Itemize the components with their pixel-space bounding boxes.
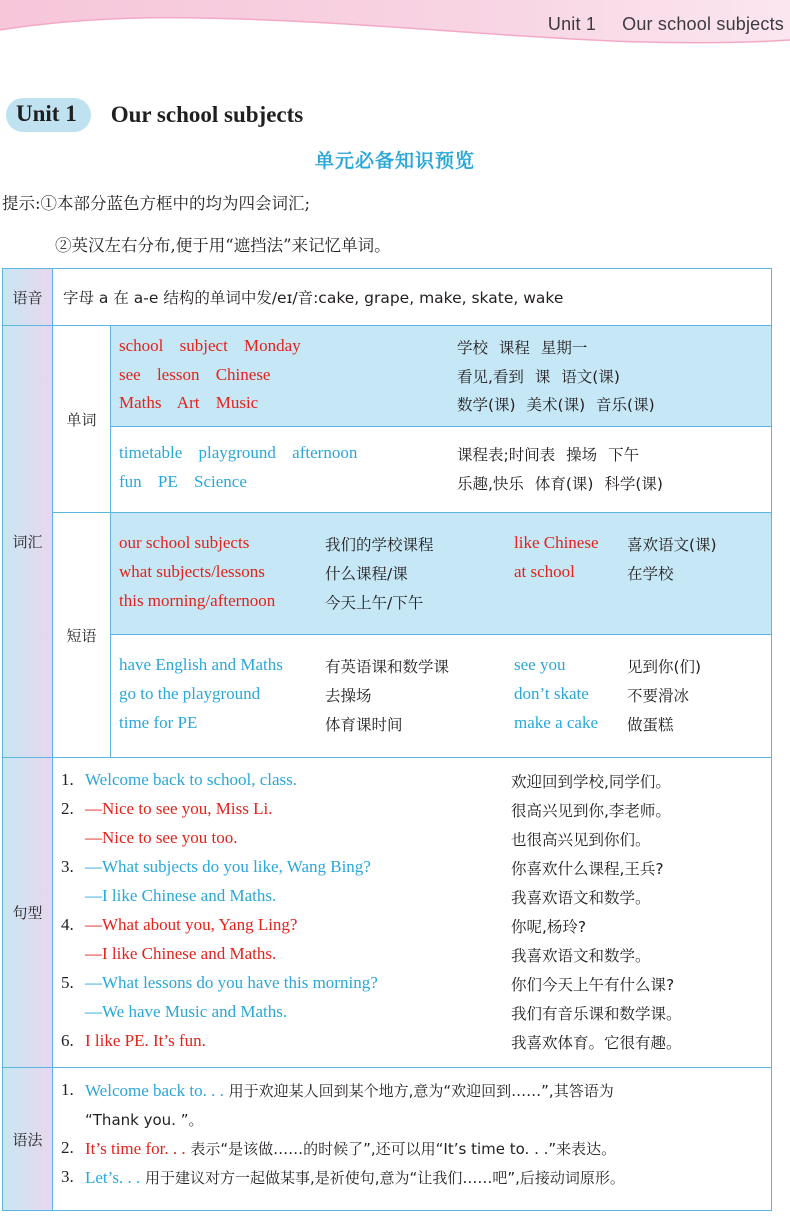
unit-name: Our school subjects — [110, 102, 304, 127]
phrase-meaning: 什么课程/课 — [325, 565, 408, 583]
sentence-english: —What subjects do you like, Wang Bing? — [85, 857, 371, 876]
sentence-english: I like PE. It’s fun. — [85, 1031, 206, 1050]
sentence-chinese: 我喜欢语文和数学。 — [511, 947, 651, 965]
header-unit: Unit 1 — [547, 14, 597, 34]
phrase-meaning: 我们的学校课程 — [325, 536, 434, 554]
sentence-english: —We have Music and Maths. — [85, 1002, 288, 1021]
sentence-chinese: 也很高兴见到你们。 — [511, 831, 651, 849]
phrase-meaning: 做蛋糕 — [627, 716, 674, 734]
sentence-english: —What lessons do you have this morning? — [85, 973, 378, 992]
sentences-row — [3, 757, 771, 1067]
sentence-english: Welcome back to school, class. — [85, 770, 298, 789]
sentence-english: —I like Chinese and Maths. — [85, 886, 277, 905]
sentence-english: —Nice to see you too. — [85, 828, 238, 847]
phrase-meaning: 有英语课和数学课 — [325, 658, 450, 676]
phrases-section — [53, 512, 771, 757]
vocab-label: 词汇 — [3, 326, 53, 757]
phrase: make a cake — [514, 713, 598, 732]
phrase: time for PE — [119, 713, 198, 732]
phrase-meaning: 不要滑冰 — [627, 687, 690, 705]
word-meaning: 看见,看到 课 语文(课) — [457, 368, 620, 386]
sentence-chinese: 很高兴见到你,李老师。 — [511, 802, 671, 820]
word-line: timetable playground afternoon — [119, 443, 358, 462]
phonics-label: 语音 — [3, 269, 53, 325]
words-extra-block — [111, 426, 771, 512]
grammar-point — [85, 1138, 616, 1159]
grammar-number: 1. — [61, 1080, 74, 1099]
unit-title — [6, 96, 303, 134]
words-label: 单词 — [53, 326, 111, 512]
phrase-meaning: 喜欢语文(课) — [627, 536, 717, 554]
grammar-number: 2. — [61, 1138, 74, 1157]
phrases-label: 短语 — [53, 513, 111, 757]
grammar-point — [85, 1080, 614, 1101]
word-line: school subject Monday — [119, 336, 301, 355]
word-meaning: 乐趣,快乐 体育(课) 科学(课) — [457, 475, 663, 493]
phrase: what subjects/lessons — [119, 562, 265, 581]
sentence-number: 2. — [61, 799, 74, 818]
phrase: have English and Maths — [119, 655, 283, 674]
phrase: at school — [514, 562, 575, 581]
sentences-label: 句型 — [3, 758, 53, 1067]
phrase: don’t skate — [514, 684, 589, 703]
phonics-row — [3, 269, 771, 325]
phrase: this morning/afternoon — [119, 591, 276, 610]
phrase-meaning: 在学校 — [627, 565, 674, 583]
grammar-explanation: 用于欢迎某人回到某个地方,意为“欢迎回到……”,其答语为 — [223, 1082, 614, 1100]
sentence-chinese: 你们今天上午有什么课? — [511, 976, 675, 994]
sentence-number: 5. — [61, 973, 74, 992]
grammar-key: Welcome back to. . . — [85, 1081, 224, 1100]
vocab-row — [3, 325, 771, 757]
sentence-chinese: 欢迎回到学校,同学们。 — [511, 773, 671, 791]
grammar-continuation: “Thank you. ”。 — [85, 1111, 204, 1129]
sentences-content — [53, 758, 771, 1067]
running-header — [548, 14, 784, 35]
header-title: Our school subjects — [622, 14, 784, 34]
phrase-meaning: 今天上午/下午 — [325, 594, 424, 612]
unit-badge: Unit 1 — [6, 98, 91, 132]
grammar-point — [85, 1167, 625, 1188]
word-line: see lesson Chinese — [119, 365, 271, 384]
phrase: go to the playground — [119, 684, 261, 703]
grammar-key: Let’s. . . — [85, 1168, 141, 1187]
phrases-core-block — [111, 513, 771, 634]
phrase-meaning: 体育课时间 — [325, 716, 403, 734]
phrase: see you — [514, 655, 566, 674]
sentence-chinese: 你呢,杨玲? — [511, 918, 587, 936]
words-core-block — [111, 326, 771, 426]
word-meaning: 学校 课程 星期一 — [457, 339, 588, 357]
sentence-english: —Nice to see you, Miss Li. — [85, 799, 273, 818]
word-line: Maths Art Music — [119, 393, 259, 412]
sentence-number: 6. — [61, 1031, 74, 1050]
phrase-meaning: 去操场 — [325, 687, 372, 705]
tip-line-2: ②英汉左右分布,便于用“遮挡法”来记忆单词。 — [55, 236, 391, 255]
word-meaning: 课程表;时间表 操场 下午 — [457, 446, 640, 464]
sentence-number: 4. — [61, 915, 74, 934]
sentence-number: 3. — [61, 857, 74, 876]
sentence-english: —What about you, Yang Ling? — [85, 915, 298, 934]
word-line: fun PE Science — [119, 472, 247, 491]
grammar-row — [3, 1067, 771, 1210]
section-heading: 单元必备知识预览 — [314, 150, 475, 172]
tip-line-1: 提示:①本部分蓝色方框中的均为四会词汇; — [2, 194, 311, 213]
phrases-extra-block — [111, 634, 771, 757]
grammar-explanation: 用于建议对方一起做某事,是祈使句,意为“让我们……吧”,后接动词原形。 — [140, 1169, 625, 1187]
grammar-number: 3. — [61, 1167, 74, 1186]
phrase: our school subjects — [119, 533, 250, 552]
word-meaning: 数学(课) 美术(课) 音乐(课) — [457, 396, 655, 414]
sentence-english: —I like Chinese and Maths. — [85, 944, 277, 963]
phrase-meaning: 见到你(们) — [627, 658, 702, 676]
grammar-explanation: 表示“是该做……的时候了”,还可以用“It’s time to. . .”来表达。 — [185, 1140, 617, 1158]
phrase: like Chinese — [514, 533, 599, 552]
grammar-label: 语法 — [3, 1068, 53, 1210]
knowledge-table — [2, 268, 772, 1211]
phonics-text: 字母 a 在 a-e 结构的单词中发/eɪ/音:cake, grape, make, skate, wake — [63, 289, 564, 307]
grammar-key: It’s time for. . . — [85, 1139, 186, 1158]
sentence-chinese: 我喜欢语文和数学。 — [511, 889, 651, 907]
grammar-content — [53, 1068, 771, 1210]
words-section — [53, 326, 771, 512]
sentence-chinese: 我们有音乐课和数学课。 — [511, 1005, 682, 1023]
sentence-number: 1. — [61, 770, 74, 789]
sentence-chinese: 你喜欢什么课程,王兵? — [511, 860, 664, 878]
sentence-chinese: 我喜欢体育。它很有趣。 — [511, 1034, 682, 1052]
